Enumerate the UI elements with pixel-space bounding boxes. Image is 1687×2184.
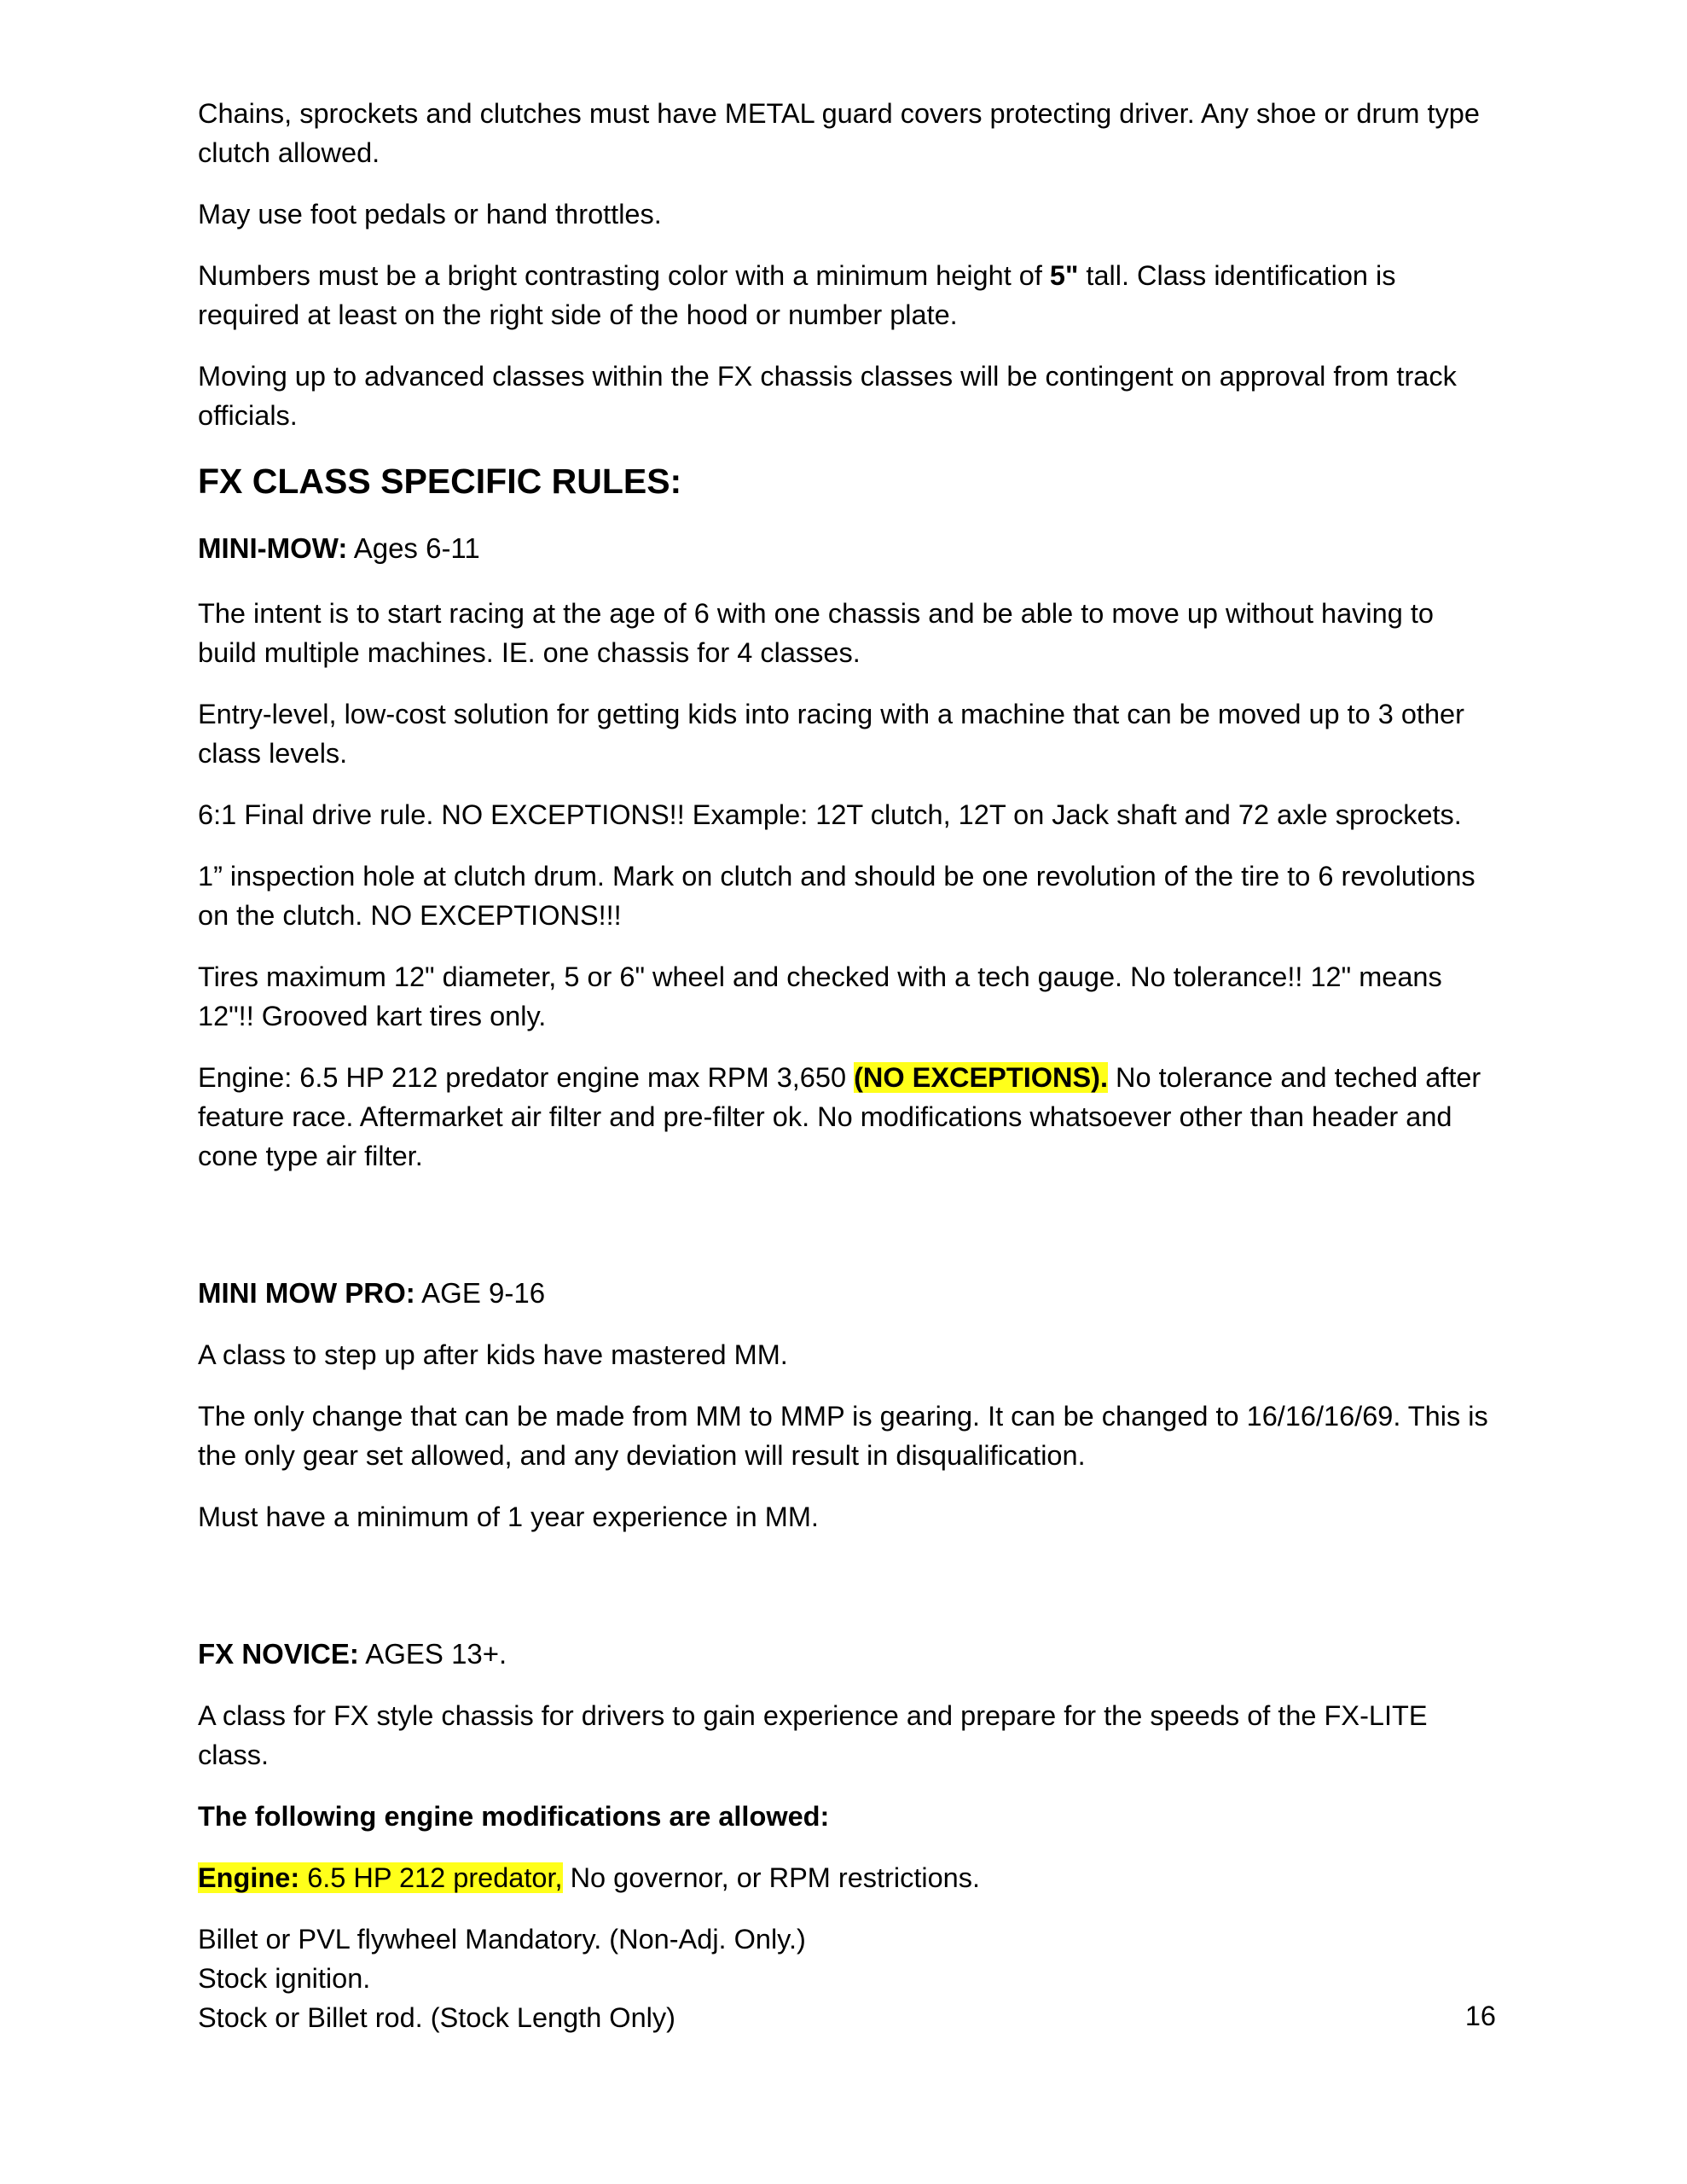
mini-mow-pro-step-up: A class to step up after kids have mastered MM.: [198, 1339, 788, 1370]
moving-up-rule: Moving up to advanced classes within the FX chassis classes will be contingent on approval from track officials.: [198, 361, 1457, 431]
mini-mow-pro-gearing: The only change that can be made from MM to MMP is gearing. It can be changed to 16/16/16/69. This is the only gear set allowed, and any deviation will result in disqualification.: [198, 1401, 1488, 1471]
fx-novice-heading: [198, 1635, 1494, 1674]
mini-mow-ages: Ages 6-11: [347, 532, 480, 564]
numbers-rule-height: 5": [1049, 260, 1079, 291]
chains-rule: Chains, sprockets and clutches must have METAL guard covers protecting driver. Any shoe or drum type clutch allowed.: [198, 98, 1480, 168]
mini-mow-engine: [198, 1058, 1494, 1176]
mini-mow-entry-level: Entry-level, low-cost solution for getting kids into racing with a machine that can be moved up to 3 other class levels.: [198, 699, 1464, 769]
mini-mow-pro-heading: [198, 1274, 1494, 1313]
numbers-rule-before: Numbers must be a bright contrasting color with a minimum height of: [198, 260, 1050, 291]
flywheel-line: Billet or PVL flywheel Mandatory. (Non-Adj. Only.): [198, 1924, 806, 1955]
mini-mow-intent: The intent is to start racing at the age of 6 with one chassis and be able to move up without having to build multiple machines. IE. one chassis for 4 classes.: [198, 598, 1434, 668]
mini-mow-heading: [198, 529, 1494, 568]
rod-line: Stock or Billet rod. (Stock Length Only): [198, 2002, 675, 2033]
mini-mow-tires: Tires maximum 12" diameter, 5 or 6" wheel and checked with a tech gauge. No tolerance!! 12" means 12"!! Grooved kart tires only.: [198, 961, 1442, 1031]
ignition-line: Stock ignition.: [198, 1963, 371, 1994]
mini-mow-pro-ages: AGE 9-16: [415, 1277, 546, 1309]
fx-novice-engine-after: No governor, or RPM restrictions.: [562, 1862, 981, 1893]
throttle-rule: May use foot pedals or hand throttles.: [198, 199, 662, 229]
mini-mow-label: MINI-MOW:: [198, 532, 348, 564]
fx-novice-mods-heading-text: The following engine modifications are allowed:: [198, 1801, 830, 1832]
numbers-rule-after: tall. Class identification is required at least on the right side of the hood or number plate.: [198, 260, 1396, 330]
fx-novice-ages: AGES 13+.: [358, 1638, 507, 1670]
fx-novice-engine-label: Engine:: [198, 1862, 300, 1893]
mini-mow-engine-after: No tolerance and teched after feature race. Aftermarket air filter and pre-filter ok. No modifications whatsoever other than header and cone type air filter.: [198, 1062, 1481, 1171]
fx-novice-mods-heading: [198, 1797, 1494, 1836]
page-number: 16: [1464, 2001, 1496, 2031]
mini-mow-pro-experience: Must have a minimum of 1 year experience in MM.: [198, 1502, 819, 1532]
mini-mow-inspection: 1” inspection hole at clutch drum. Mark on clutch and should be one revolution of the tire to 6 revolutions on the clutch. NO EXCEPTIONS!!!: [198, 861, 1475, 931]
mini-mow-pro-label: MINI MOW PRO:: [198, 1277, 415, 1309]
numbers-rule: [198, 256, 1494, 334]
page-content: [198, 94, 1494, 2037]
section-title: FX CLASS SPECIFIC RULES:: [198, 462, 682, 501]
fx-novice-parts-list: [198, 1920, 1494, 2037]
fx-novice-engine: [198, 1858, 1494, 1897]
no-exceptions-highlight: (NO EXCEPTIONS).: [854, 1062, 1109, 1093]
mini-mow-engine-before: Engine: 6.5 HP 212 predator engine max RPM 3,650: [198, 1062, 855, 1093]
fx-novice-engine-highlight: 6.5 HP 212 predator,: [299, 1862, 563, 1893]
fx-novice-intro: A class for FX style chassis for drivers to gain experience and prepare for the speeds of the FX-LITE class.: [198, 1700, 1428, 1770]
fx-novice-label: FX NOVICE:: [198, 1638, 359, 1670]
mini-mow-final-drive: 6:1 Final drive rule. NO EXCEPTIONS!! Example: 12T clutch, 12T on Jack shaft and 72 axle sprockets.: [198, 799, 1462, 830]
